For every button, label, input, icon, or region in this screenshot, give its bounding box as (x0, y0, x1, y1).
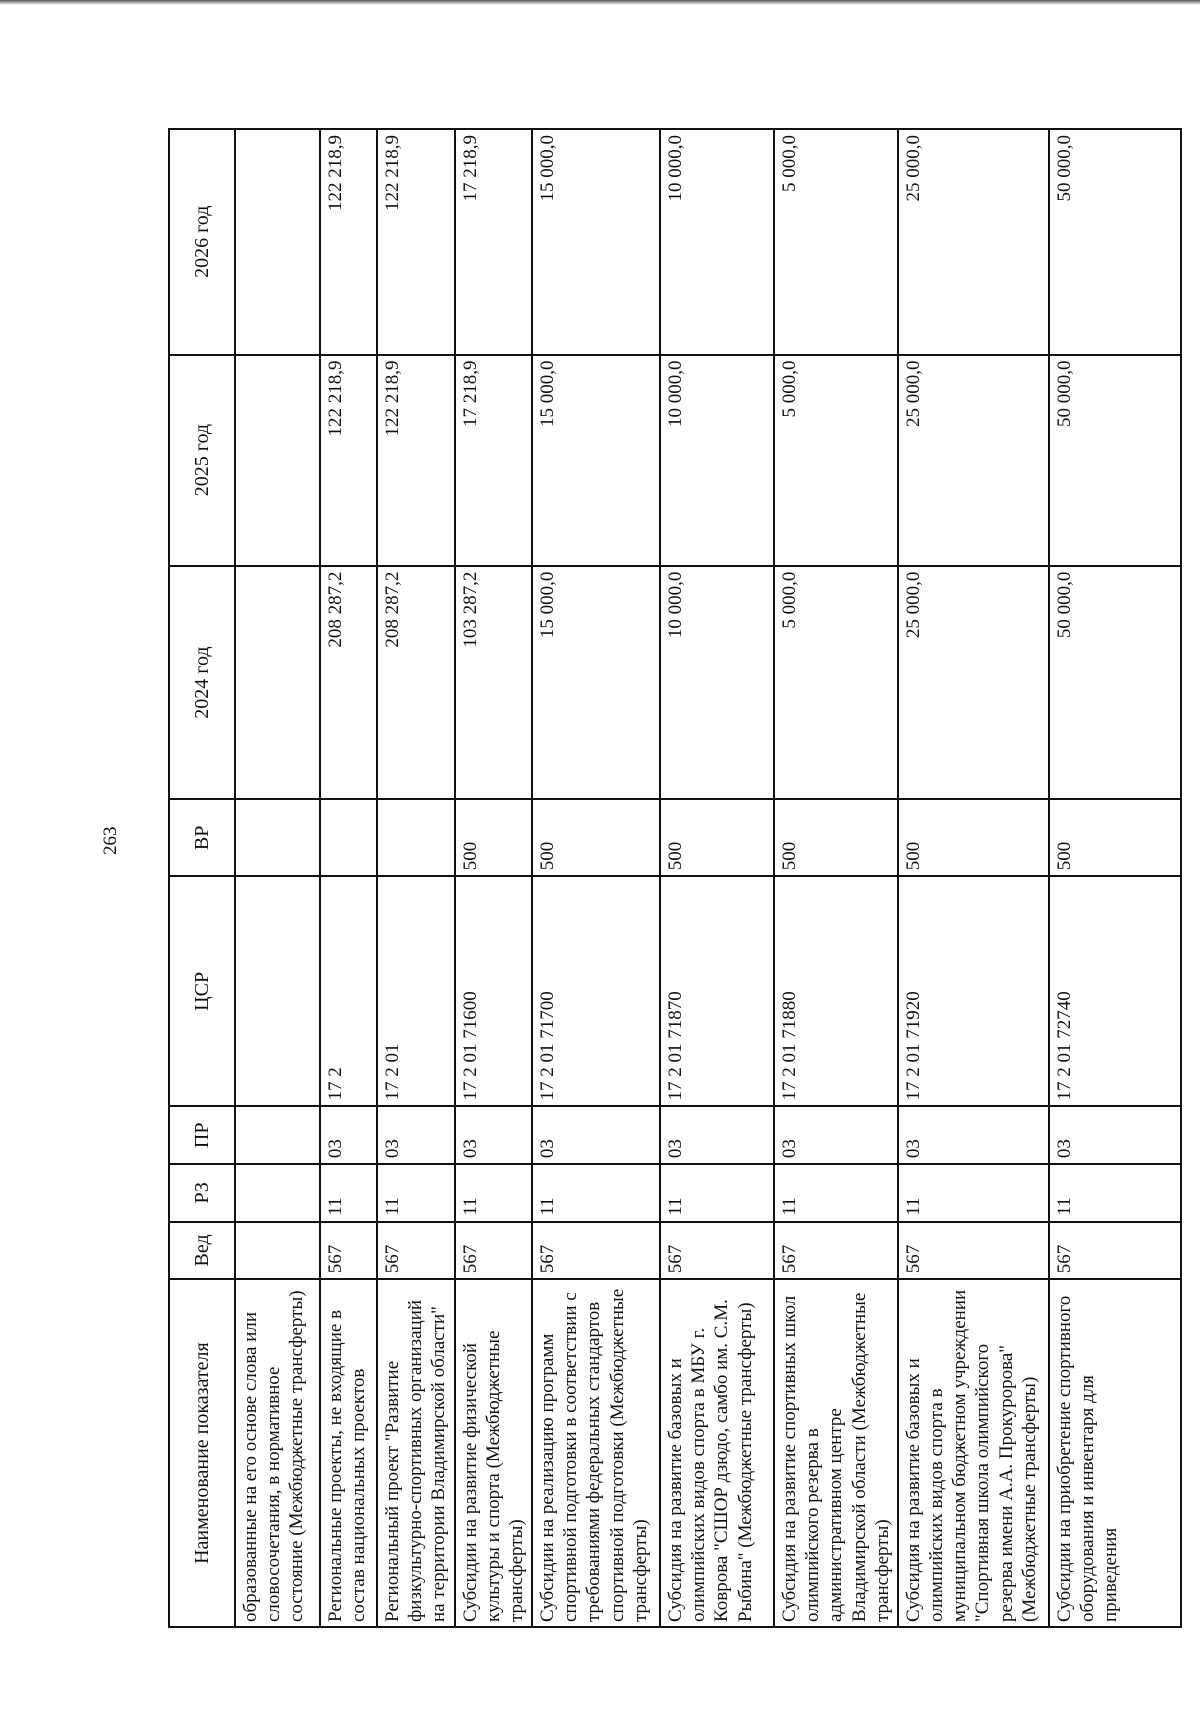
cell-ved: 567 (377, 1222, 455, 1280)
cell-csr: 17 2 01 71870 (660, 876, 774, 1106)
cell-rz: 11 (455, 1164, 533, 1222)
cell-rz: 11 (532, 1164, 660, 1222)
cell-2026: 17 218,9 (455, 129, 533, 355)
table-row (532, 129, 660, 1627)
cell-2024: 10 000,0 (660, 566, 774, 800)
cell-2026: 10 000,0 (660, 129, 774, 355)
cell-2024: 103 287,2 (455, 566, 533, 800)
cell-csr: 17 2 01 71920 (898, 876, 1049, 1106)
cell-csr: 17 2 01 (377, 876, 455, 1106)
cell-vr (320, 799, 377, 876)
cell-2025: 15 000,0 (532, 355, 660, 566)
cell-2026 (235, 129, 320, 355)
page-number: 263 (100, 826, 121, 855)
cell-vr: 500 (774, 799, 898, 876)
cell-name: образованные на его основе слова или словосочетания, в нормативное состояние (Межбюджетные трансферты) (235, 1279, 320, 1627)
cell-csr: 17 2 01 71600 (455, 876, 533, 1106)
cell-name: Субсидии на реализацию программ спортивной подготовки в соответствии с требованиями федеральных стандартов спортивной подготовки (Межбюджетные трансферты) (532, 1279, 660, 1627)
cell-ved: 567 (1049, 1222, 1181, 1280)
cell-name: Региональные проекты, не входящие в состав национальных проектов (320, 1279, 377, 1627)
cell-rz (235, 1164, 320, 1222)
cell-ved: 567 (455, 1222, 533, 1280)
cell-pr: 03 (774, 1107, 898, 1165)
table-row (320, 129, 377, 1627)
cell-ved: 567 (898, 1222, 1049, 1280)
cell-2024 (235, 566, 320, 800)
cell-2026: 15 000,0 (532, 129, 660, 355)
cell-csr: 17 2 (320, 876, 377, 1106)
cell-2025 (235, 355, 320, 566)
table-row (660, 129, 774, 1627)
cell-2024: 25 000,0 (898, 566, 1049, 800)
table-row (455, 129, 533, 1627)
cell-2025: 50 000,0 (1049, 355, 1181, 566)
header-vr: ВР (169, 799, 235, 876)
cell-2024: 5 000,0 (774, 566, 898, 800)
cell-csr: 17 2 01 71880 (774, 876, 898, 1106)
cell-vr (235, 799, 320, 876)
cell-rz: 11 (320, 1164, 377, 1222)
cell-2024: 208 287,2 (377, 566, 455, 800)
cell-name: Субсидия на развитие базовых и олимпийских видов спорта в МБУ г. Коврова "СШОР дзюдо, самбо им. С.М. Рыбина" (Межбюджетные трансферты) (660, 1279, 774, 1627)
table-row (377, 129, 455, 1627)
cell-2024: 15 000,0 (532, 566, 660, 800)
cell-rz: 11 (898, 1164, 1049, 1222)
cell-2025: 10 000,0 (660, 355, 774, 566)
header-2024: 2024 год (169, 566, 235, 800)
cell-csr: 17 2 01 71700 (532, 876, 660, 1106)
cell-pr (235, 1107, 320, 1165)
cell-ved: 567 (660, 1222, 774, 1280)
cell-vr: 500 (455, 799, 533, 876)
cell-pr: 03 (898, 1107, 1049, 1165)
cell-name: Субсидия на развитие спортивных школ олимпийского резерва в административном центре Владимирской области (Межбюджетные трансферты) (774, 1279, 898, 1627)
cell-vr: 500 (532, 799, 660, 876)
cell-ved: 567 (774, 1222, 898, 1280)
cell-2026: 122 218,9 (320, 129, 377, 355)
cell-2025: 25 000,0 (898, 355, 1049, 566)
header-2025: 2025 год (169, 355, 235, 566)
cell-pr: 03 (455, 1107, 533, 1165)
header-ved: Вед (169, 1222, 235, 1280)
cell-2025: 5 000,0 (774, 355, 898, 566)
cell-ved (235, 1222, 320, 1280)
cell-pr: 03 (660, 1107, 774, 1165)
cell-2026: 5 000,0 (774, 129, 898, 355)
cell-2024: 208 287,2 (320, 566, 377, 800)
cell-ved: 567 (320, 1222, 377, 1280)
cell-rz: 11 (377, 1164, 455, 1222)
table-row (898, 129, 1049, 1627)
cell-name: Субсидия на развитие базовых и олимпийских видов спорта в муниципальном бюджетном учреждении "Спортивная школа олимпийского резерва имени А.А. Прокуророва" (Межбюджетные трансферты) (898, 1279, 1049, 1627)
cell-pr: 03 (377, 1107, 455, 1165)
cell-csr (235, 876, 320, 1106)
cell-name: Субсидии на развитие физической культуры и спорта (Межбюджетные трансферты) (455, 1279, 533, 1627)
budget-table (168, 128, 1182, 1628)
cell-2026: 50 000,0 (1049, 129, 1181, 355)
cell-vr: 500 (660, 799, 774, 876)
cell-csr: 17 2 01 72740 (1049, 876, 1181, 1106)
cell-vr: 500 (1049, 799, 1181, 876)
table-row (235, 129, 320, 1627)
rotated-table-container (168, 128, 1125, 1628)
cell-rz: 11 (660, 1164, 774, 1222)
cell-pr: 03 (320, 1107, 377, 1165)
cell-ved: 567 (532, 1222, 660, 1280)
cell-2026: 25 000,0 (898, 129, 1049, 355)
cell-2024: 50 000,0 (1049, 566, 1181, 800)
header-name: Наименование показателя (169, 1279, 235, 1627)
header-2026: 2026 год (169, 129, 235, 355)
table-row (774, 129, 898, 1627)
cell-2026: 122 218,9 (377, 129, 455, 355)
table-header-row (169, 129, 235, 1627)
header-pr: ПР (169, 1107, 235, 1165)
cell-vr: 500 (898, 799, 1049, 876)
scan-top-edge (0, 0, 1200, 5)
cell-pr: 03 (1049, 1107, 1181, 1165)
cell-name: Субсидии на приобретение спортивного оборудования и инвентаря для приведения (1049, 1279, 1181, 1627)
header-csr: ЦСР (169, 876, 235, 1106)
cell-name: Региональный проект "Развитие физкультурно-спортивных организаций на территории Владимирской области" (377, 1279, 455, 1627)
cell-2025: 122 218,9 (377, 355, 455, 566)
cell-2025: 17 218,9 (455, 355, 533, 566)
cell-rz: 11 (774, 1164, 898, 1222)
cell-vr (377, 799, 455, 876)
header-rz: РЗ (169, 1164, 235, 1222)
cell-pr: 03 (532, 1107, 660, 1165)
cell-2025: 122 218,9 (320, 355, 377, 566)
table-row (1049, 129, 1181, 1627)
cell-rz: 11 (1049, 1164, 1181, 1222)
